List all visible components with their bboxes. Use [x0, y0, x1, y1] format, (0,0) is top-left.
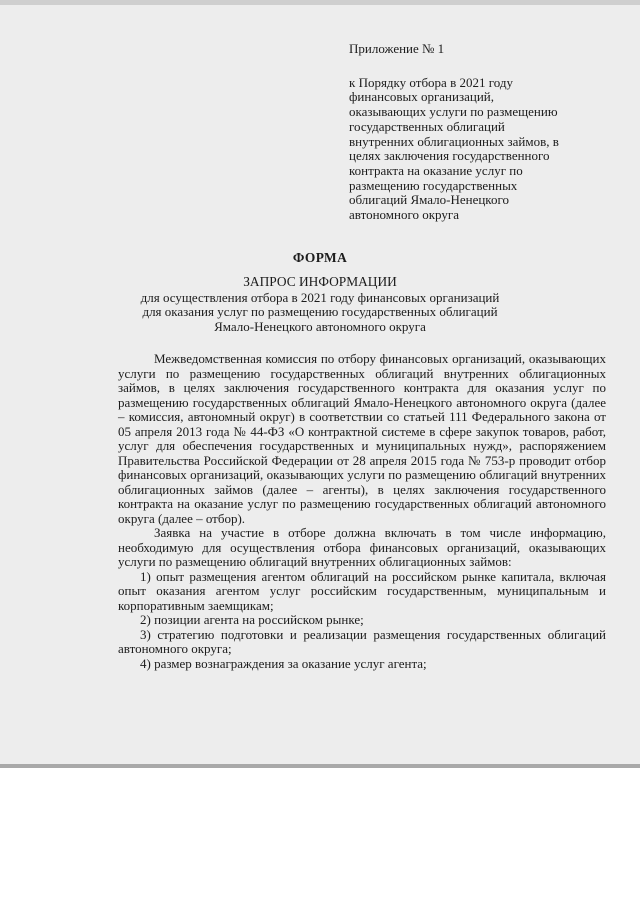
appendix-line: автономного округа [349, 207, 459, 223]
appendix-line: государственных облигаций [349, 118, 505, 134]
appendix-block [349, 42, 599, 223]
list-item: 3) стратегию подготовки и реализации размещения государственных облигаций автономного округа; [118, 626, 606, 656]
scan-top-edge [0, 0, 640, 5]
list-item: 2) позиции агента на российском рынке; [140, 612, 364, 627]
request-heading-block [0, 275, 640, 335]
scan-bottom-edge [0, 764, 640, 768]
appendix-line: контракта на оказание услуг по [349, 162, 523, 178]
form-title: ФОРМА [292, 250, 348, 265]
request-line: Ямало-Ненецкого автономного округа [214, 319, 426, 335]
body-paragraph: Межведомственная комиссия по отбору финансовых организаций, оказывающих услуги по размещению государственных облигаций внутренних облигационных займов, в целях заключения государственного контракта для оказания услуг по размещению государственных облигаций Ямало-Ненецкого автономного округа (далее – комиссия, автономный округ) в соответствии со статьей 111 Федерального закона от 05 апреля 2013 года № 44-ФЗ «О контрактной системе в сфере закупок товаров, работ, услуг для обеспечения государственных и муниципальных нужд», распоряжением Правительства Российской Федерации от 28 апреля 2015 года № 753-р проводит отбор финансовых организаций, оказывающих услуги по размещению облигаций внутренних облигационных займов (далее – агенты), в целях заключения государственного контракта на оказание услуг по размещению государственных облигаций автономного округа (далее – отбор). [118, 351, 606, 526]
request-line: для осуществления отбора в 2021 году финансовых организаций [140, 289, 500, 305]
appendix-line: финансовых организаций, [349, 89, 494, 105]
request-line: для оказания услуг по размещению государственных облигаций [142, 304, 498, 320]
appendix-line: целях заключения государственного [349, 148, 550, 164]
appendix-line: к Порядку отбора в 2021 году [349, 74, 513, 90]
appendix-line: размещению государственных [349, 177, 518, 193]
list-item: 1) опыт размещения агентом облигаций на российском рынке капитала, включая опыт оказания агентом услуг российским государственным, муниципальным и корпоративным заемщикам; [118, 568, 606, 613]
request-heading: ЗАПРОС ИНФОРМАЦИИ [243, 274, 397, 289]
document-body [118, 352, 606, 671]
body-paragraph: Заявка на участие в отборе должна включать в том числе информацию, необходимую для осуществления отбора финансовых организаций, оказывающих услуги по размещению облигаций внутренних облигационных займов: [118, 525, 606, 569]
appendix-number: Приложение № 1 [349, 41, 445, 56]
appendix-line: облигаций Ямало-Ненецкого [349, 192, 509, 208]
appendix-line: внутренних облигационных займов, в [349, 133, 559, 149]
list-item: 4) размер вознаграждения за оказание услуг агента; [140, 655, 427, 671]
appendix-line: оказывающих услуги по размещению [349, 104, 558, 120]
